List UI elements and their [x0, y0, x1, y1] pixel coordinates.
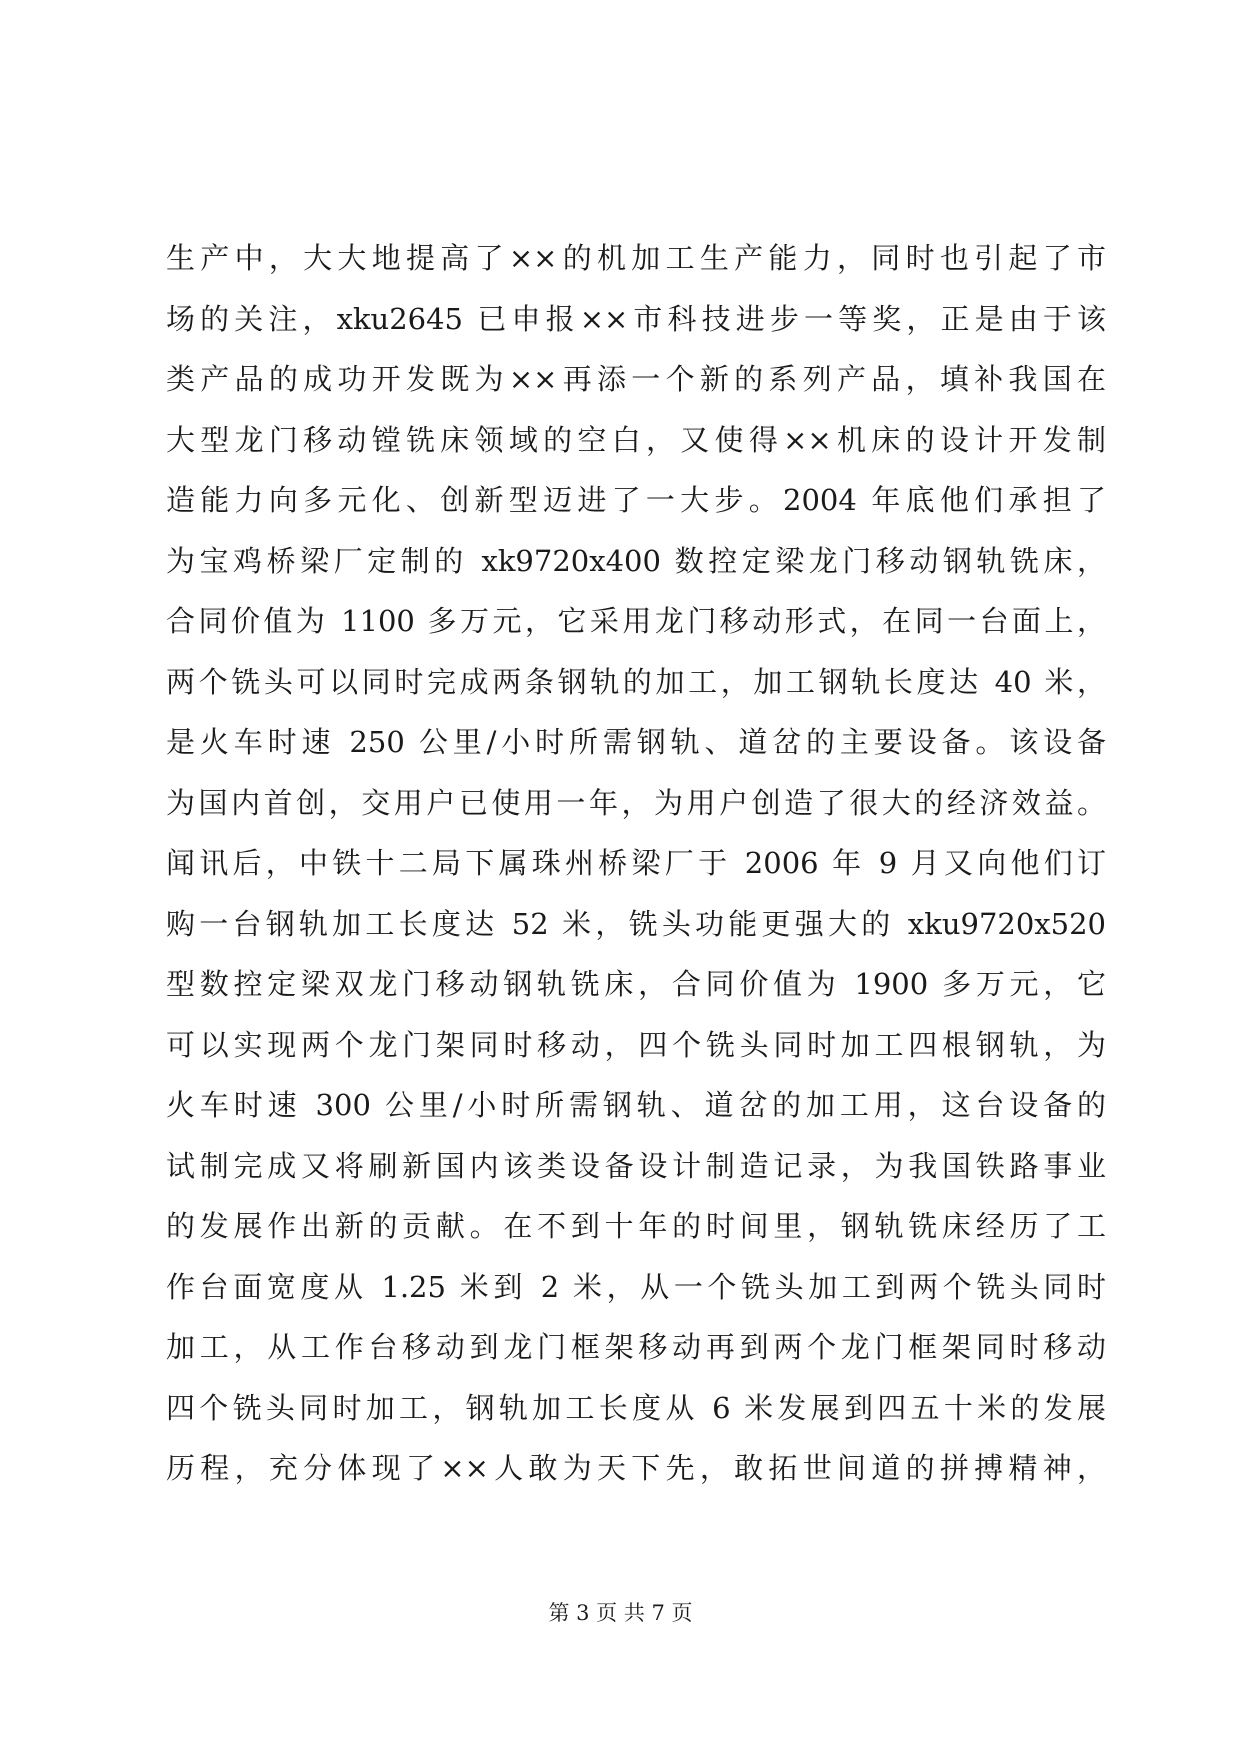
- text-line: 合同价值为 1100 多万元，它采用龙门移动形式，在同一台面上，: [166, 604, 1106, 638]
- text-line: 加工，从工作台移动到龙门框架移动再到两个龙门框架同时移动: [166, 1330, 1106, 1364]
- text-line: 的发展作出新的贡献。在不到十年的时间里，钢轨铣床经历了工: [166, 1209, 1106, 1243]
- text-line: 可以实现两个龙门架同时移动，四个铣头同时加工四根钢轨，为: [166, 1027, 1106, 1062]
- text-line: 场的关注，xku2645 已申报××市科技进步一等奖，正是由于该: [166, 301, 1106, 336]
- text-line: 火车时速 300 公里/小时所需钢轨、道岔的加工用，这台设备的: [166, 1088, 1106, 1122]
- page-number-footer: 第 3 页 共 7 页: [548, 1601, 693, 1625]
- text-line: 作台面宽度从 1.25 米到 2 米，从一个铣头加工到两个铣头同时: [166, 1269, 1106, 1304]
- text-line: 为国内首创，交用户已使用一年，为用户创造了很大的经济效益。: [166, 785, 1106, 820]
- text-line: 两个铣头可以同时完成两条钢轨的加工，加工钢轨长度达 40 米，: [166, 664, 1106, 699]
- text-line: 生产中，大大地提高了××的机加工生产能力，同时也引起了市: [166, 241, 1106, 275]
- text-line: 历程，充分体现了××人敢为天下先，敢拓世间道的拼搏精神，: [166, 1451, 1106, 1485]
- text-line: 为宝鸡桥梁厂定制的 xk9720x400 数控定梁龙门移动钢轨铣床，: [166, 543, 1106, 578]
- text-line: 闻讯后，中铁十二局下属珠州桥梁厂于 2006 年 9 月又向他们订: [166, 846, 1106, 880]
- text-line: 四个铣头同时加工，钢轨加工长度从 6 米发展到四五十米的发展: [166, 1390, 1106, 1425]
- text-line: 试制完成又将刷新国内该类设备设计制造记录，为我国铁路事业: [166, 1148, 1106, 1183]
- text-line: 型数控定梁双龙门移动钢轨铣床，合同价值为 1900 多万元，它: [166, 967, 1106, 1001]
- text-line: 大型龙门移动镗铣床领域的空白，又使得××机床的设计开发制: [166, 422, 1106, 457]
- body-paragraph: [166, 228, 1106, 1499]
- text-line: 造能力向多元化、创新型迈进了一大步。2004 年底他们承担了: [166, 483, 1106, 517]
- text-line: 类产品的成功开发既为××再添一个新的系列产品，填补我国在: [166, 362, 1106, 396]
- text-line: 是火车时速 250 公里/小时所需钢轨、道岔的主要设备。该设备: [166, 725, 1106, 759]
- text-line: 购一台钢轨加工长度达 52 米，铣头功能更强大的 xku9720x520: [166, 906, 1106, 941]
